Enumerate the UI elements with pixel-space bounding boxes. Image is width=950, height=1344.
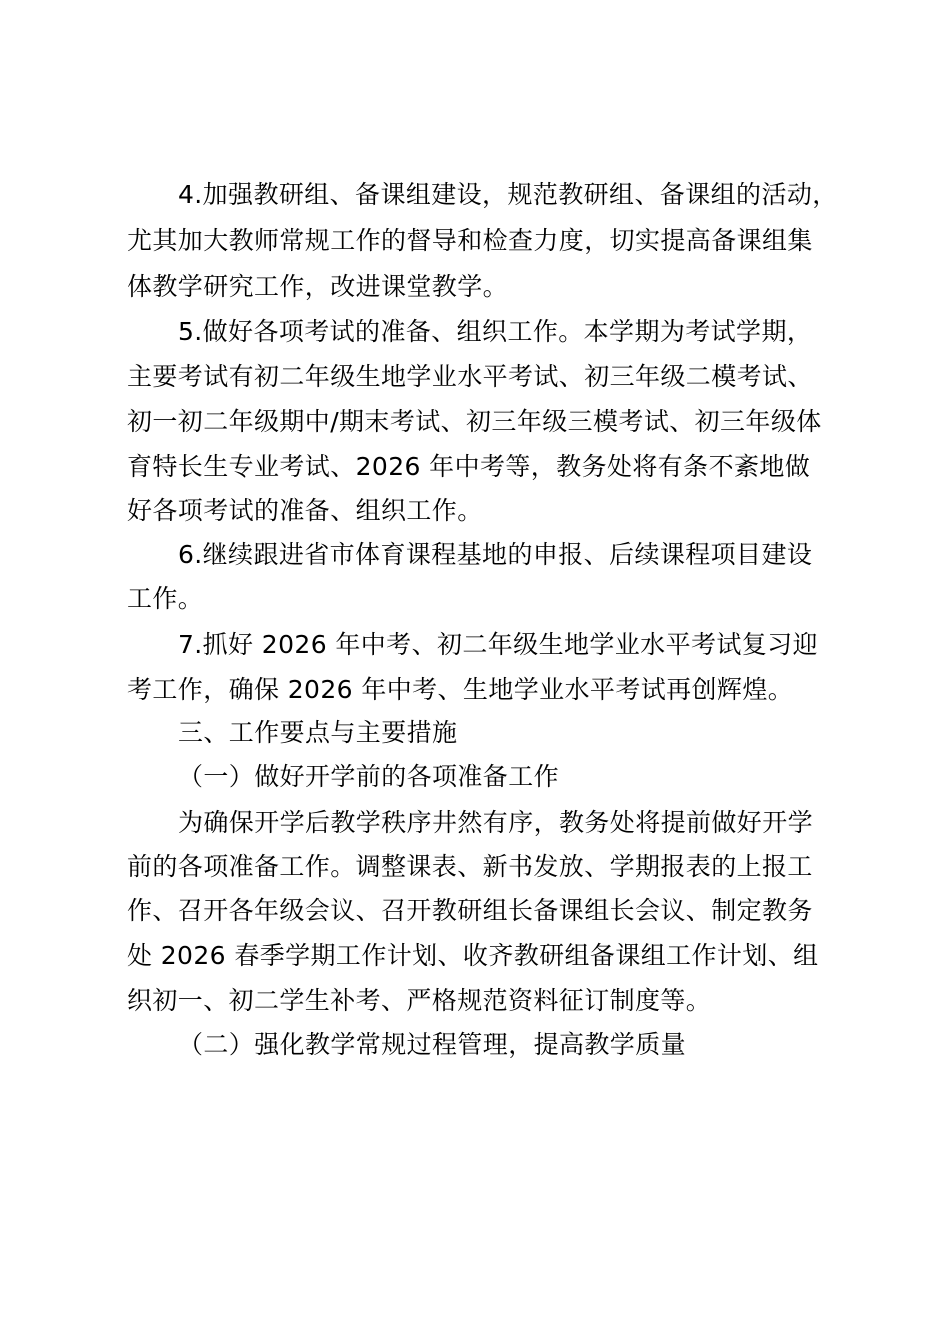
- item-7-line-2: 考工作，确保 2026 年中考、生地学业水平考试再创辉煌。: [127, 675, 794, 704]
- subsection-1-body-line-2: 前的各项准备工作。调整课表、新书发放、学期报表的上报工: [127, 852, 813, 881]
- item-5-line-4: 育特长生专业考试、2026 年中考等，教务处将有条不紊地做: [127, 452, 811, 481]
- item-4-line-1: 4.加强教研组、备课组建设，规范教研组、备课组的活动，: [178, 180, 838, 209]
- item-5-line-5: 好各项考试的准备、组织工作。: [127, 496, 483, 525]
- subsection-heading: （一）做好开学前的各项准备工作: [178, 762, 560, 791]
- item-6-line-2: 工作。: [127, 584, 204, 613]
- item-5-line-1: 5.做好各项考试的准备、组织工作。本学期为考试学期，: [178, 317, 813, 346]
- subsection-1-body-line-3: 作、召开各年级会议、召开教研组长备课组长会议、制定教务: [127, 896, 813, 925]
- subsection-1-body-line-5: 织初一、初二学生补考、严格规范资料征订制度等。: [127, 986, 712, 1015]
- section-heading: 三、工作要点与主要措施: [178, 718, 458, 747]
- item-4-line-2: 尤其加大教师常规工作的督导和检查力度，切实提高备课组集: [127, 226, 813, 255]
- subsection-heading: （二）强化教学常规过程管理，提高教学质量: [178, 1030, 687, 1059]
- item-5-line-3: 初一初二年级期中/期末考试、初三年级三模考试、初三年级体: [127, 407, 822, 436]
- item-5-line-2: 主要考试有初二年级生地学业水平考试、初三年级二模考试、: [127, 362, 813, 391]
- item-4-line-3: 体教学研究工作，改进课堂教学。: [127, 272, 509, 301]
- subsection-1-body-line-1: 为确保开学后教学秩序井然有序，教务处将提前做好开学: [178, 808, 814, 837]
- subsection-1-body-line-4: 处 2026 春季学期工作计划、收齐教研组备课组工作计划、组: [127, 941, 819, 970]
- item-6-line-1: 6.继续跟进省市体育课程基地的申报、后续课程项目建设: [178, 540, 813, 569]
- item-7-line-1: 7.抓好 2026 年中考、初二年级生地学业水平考试复习迎: [178, 630, 818, 659]
